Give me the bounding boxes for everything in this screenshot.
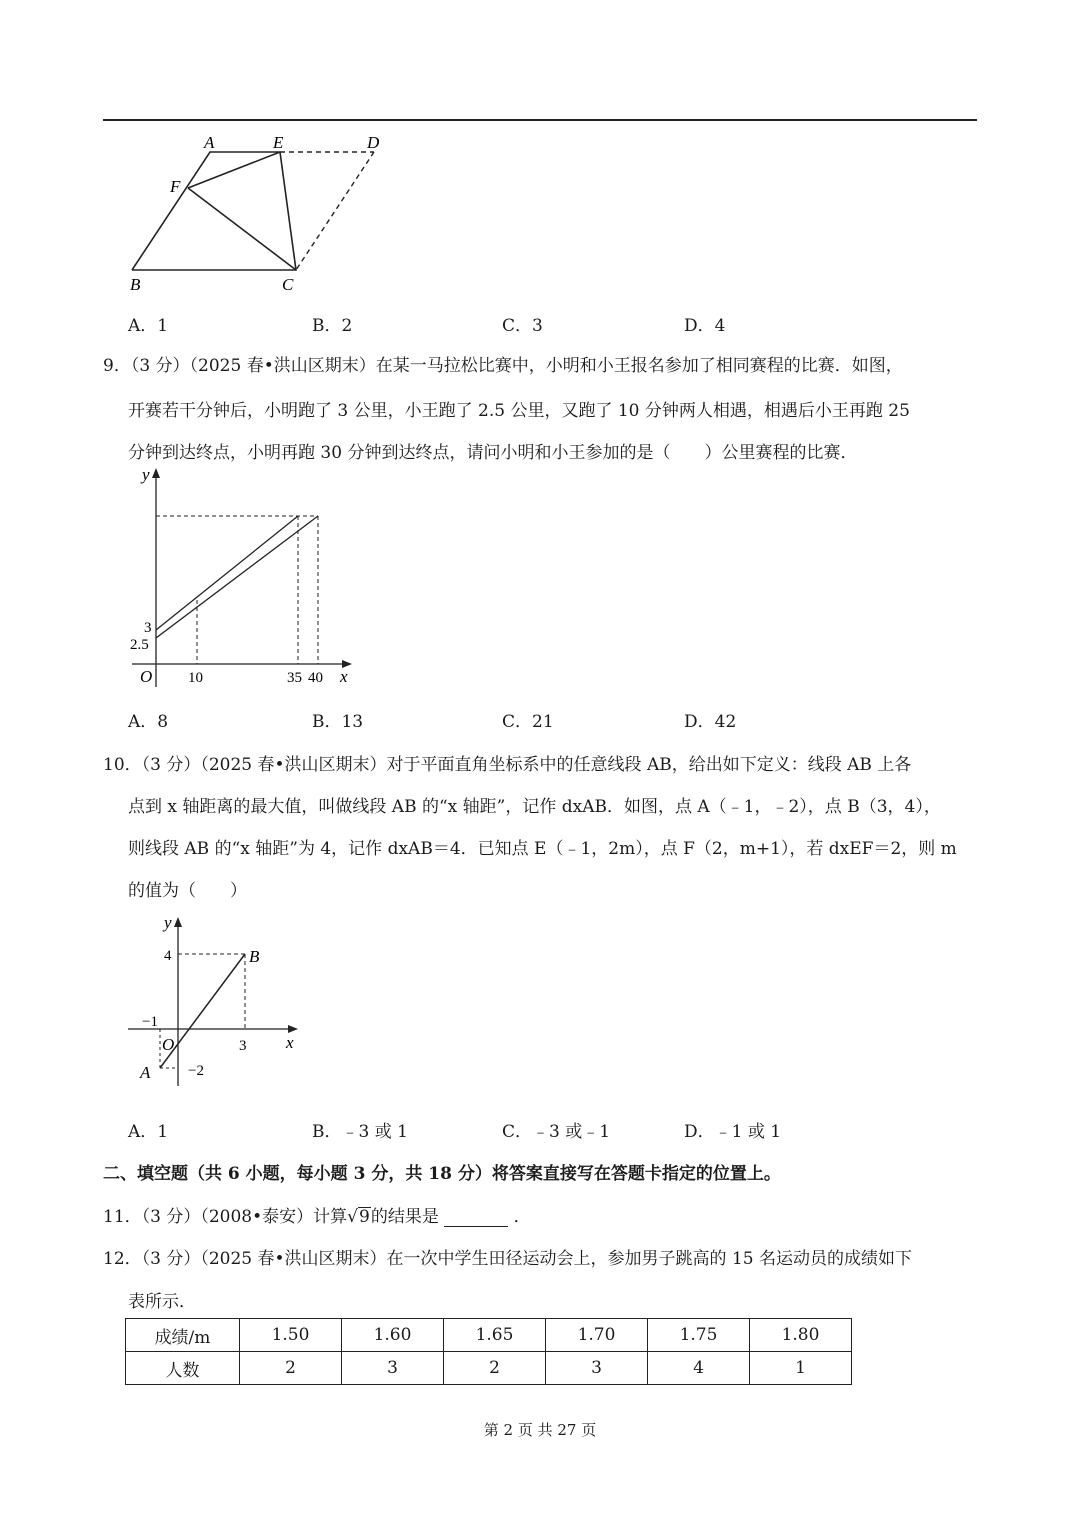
tick-y-4: 4 (164, 948, 172, 964)
q10-text-line3: 则线段 AB 的“x 轴距”为 4，记作 dxAB＝4．已知点 E（﹣1，2m），点 F（2，m+1），若 dxEF＝2，则 m (128, 839, 957, 859)
q8-option-c: C．3 (502, 316, 543, 336)
section-title: 二、填空题（共 6 小题，每小题 3 分，共 18 分）将答案直接写在答题卡指定的位置上。 (103, 1164, 781, 1184)
y-axis-arrow (174, 917, 182, 927)
table-header-cell: 1.75 (648, 1319, 750, 1352)
line-xiaoming (156, 516, 298, 630)
segment-fc (188, 188, 296, 270)
q8-option-a: A．1 (128, 316, 169, 336)
q9-graph (126, 462, 366, 692)
scores-table (125, 1318, 852, 1385)
table-row (126, 1352, 852, 1385)
line-xiaowang (156, 516, 318, 638)
label-e: E (273, 133, 284, 152)
sqrt-radicand: 9 (359, 1207, 370, 1227)
y-label: y (164, 913, 172, 932)
q8-option-b: B．2 (312, 316, 353, 336)
table-header-cell: 1.70 (546, 1319, 648, 1352)
label-a: A (204, 133, 215, 152)
x-label: x (286, 1033, 294, 1052)
q12-text-line1: 12．（3 分）（2025 春•洪山区期末）在一次中学生田径运动会上，参加男子跳高的 15 名运动员的成绩如下 (103, 1249, 912, 1269)
answer-blank (444, 1208, 508, 1227)
q11-suffix: 的结果是 (370, 1207, 439, 1227)
table-cell: 1 (750, 1352, 852, 1385)
figure-parallelogram (120, 128, 400, 298)
q10-option-b: B．﹣3 或 1 (312, 1122, 408, 1142)
q10-text-line4: 的值为（ ） (128, 881, 247, 901)
origin-label: O (140, 667, 153, 686)
q9-option-b: B．13 (312, 712, 364, 732)
y-axis-arrow (152, 468, 160, 478)
table-header-cell: 成绩/m (126, 1319, 240, 1352)
q9-option-c: C．21 (502, 712, 554, 732)
page-footer: 第 2 页 共 27 页 (483, 1421, 597, 1439)
table-cell: 4 (648, 1352, 750, 1385)
tick-y-3: 3 (144, 620, 152, 636)
q11-text (103, 1202, 531, 1227)
q10-graph (126, 910, 316, 1090)
table-row (126, 1319, 852, 1352)
x-label: x (340, 667, 348, 686)
q11-end: ． (513, 1207, 531, 1227)
tick-x-40: 40 (308, 670, 323, 686)
y-label: y (142, 465, 150, 484)
table-cell: 3 (546, 1352, 648, 1385)
table-header-cell: 1.80 (750, 1319, 852, 1352)
tick-x-10: 10 (188, 670, 203, 686)
label-d: D (367, 133, 380, 152)
q8-option-d: D．4 (684, 316, 726, 336)
tick-x-neg1: −1 (142, 1014, 158, 1030)
table-cell: 2 (240, 1352, 342, 1385)
top-rule (103, 119, 977, 121)
segment-fe (188, 152, 280, 188)
label-a: A (140, 1063, 151, 1082)
q11-prefix: 11．（3 分）（2008•泰安）计算 (103, 1207, 348, 1227)
q9-text-line3: 分钟到达终点，小明再跑 30 分钟到达终点，请问小明和小王参加的是（ ）公里赛程的比赛． (128, 443, 858, 463)
tick-x-3: 3 (239, 1038, 247, 1054)
x-axis-arrow (288, 1025, 298, 1033)
label-b: B (130, 275, 141, 294)
table-header-cell: 1.60 (342, 1319, 444, 1352)
sqrt-symbol: √ (347, 1207, 358, 1227)
q9-text-line1: 9．（3 分）（2025 春•洪山区期末）在某一马拉松比赛中，小明和小王报名参加了相同赛程的比赛．如图， (103, 356, 903, 376)
q9-option-a: A．8 (128, 712, 169, 732)
tick-y-2-5: 2.5 (130, 637, 149, 653)
label-b: B (249, 947, 260, 966)
tick-x-35: 35 (287, 670, 302, 686)
label-c: C (282, 275, 294, 294)
tick-y-neg2: −2 (188, 1063, 204, 1079)
q9-option-d: D．42 (684, 712, 737, 732)
q10-text-line2: 点到 x 轴距离的最大值，叫做线段 AB 的“x 轴距”，记作 dxAB．如图，点 A（﹣1，﹣2），点 B（3，4）， (128, 797, 941, 817)
table-cell: 3 (342, 1352, 444, 1385)
dashed-dc (296, 152, 374, 270)
label-f: F (170, 177, 181, 196)
q10-option-a: A．1 (128, 1122, 169, 1142)
q9-text-line2: 开赛若干分钟后，小明跑了 3 公里，小王跑了 2.5 公里，又跑了 10 分钟两人相遇，相遇后小王再跑 25 (128, 401, 910, 421)
q10-text-line1: 10．（3 分）（2025 春•洪山区期末）对于平面直角坐标系中的任意线段 AB，给出如下定义：线段 AB 上各 (103, 755, 912, 775)
q12-text-line2: 表所示． (128, 1292, 196, 1312)
q10-option-c: C．﹣3 或﹣1 (502, 1122, 611, 1142)
table-cell: 2 (444, 1352, 546, 1385)
table-cell: 人数 (126, 1352, 240, 1385)
q10-option-d: D．﹣1 或 1 (684, 1122, 782, 1142)
origin-label: O (162, 1035, 175, 1054)
table-header-cell: 1.65 (444, 1319, 546, 1352)
table-header-cell: 1.50 (240, 1319, 342, 1352)
